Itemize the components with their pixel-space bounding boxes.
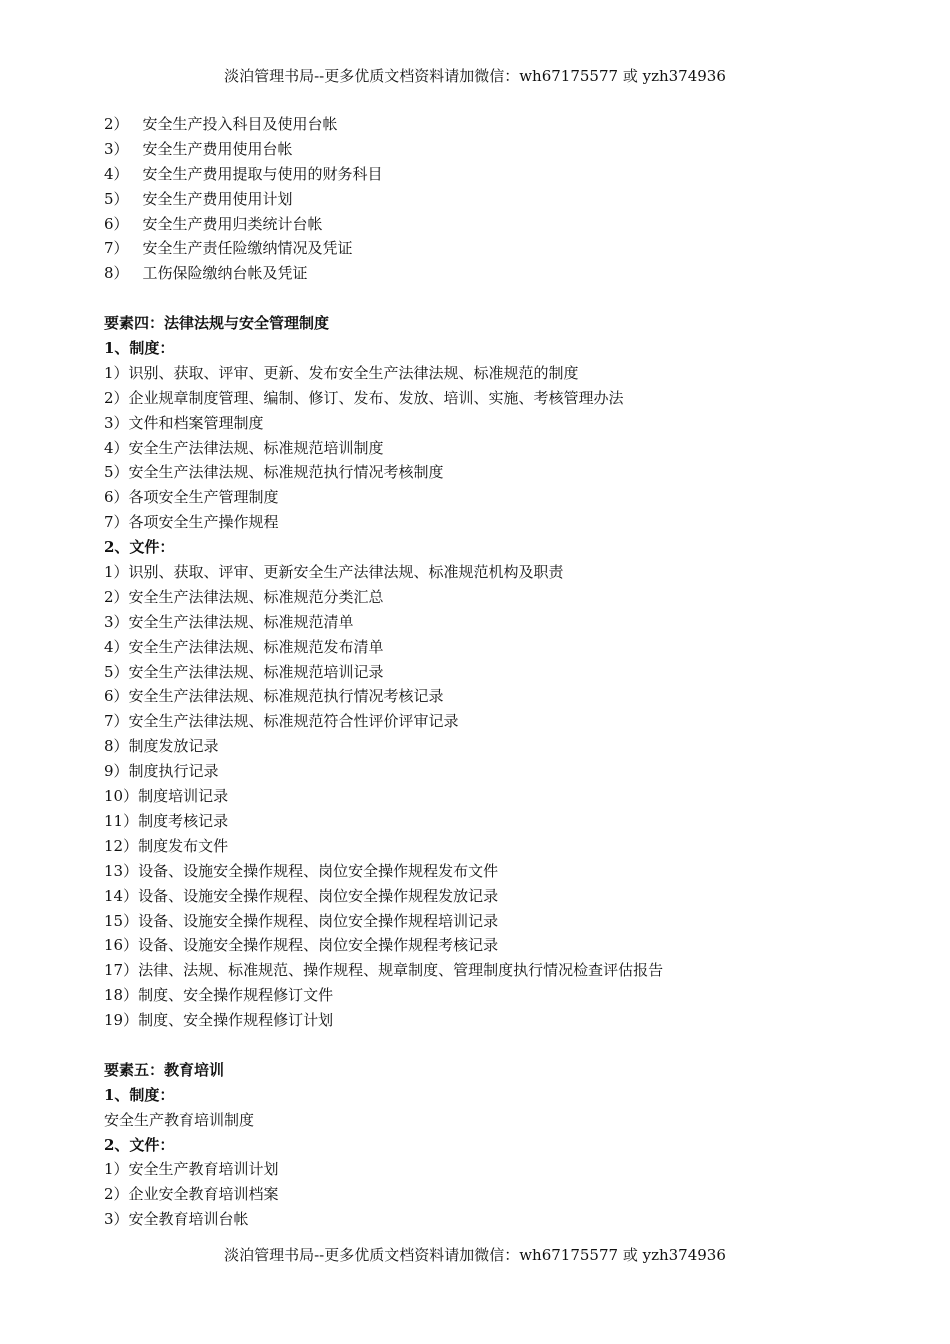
section3-tail-list: [104, 112, 864, 286]
list-item: [104, 162, 864, 187]
list-item: 14）设备、设施安全操作规程、岗位安全操作规程发放记录: [104, 886, 499, 905]
item-text: 安全生产投入科目及使用台帐: [142, 115, 338, 133]
section-title: 要素五：教育培训: [104, 1060, 225, 1079]
list-item: 1）识别、获取、评审、更新安全生产法律法规、标准规范机构及职责: [104, 563, 564, 582]
list-item: 6）各项安全生产管理制度: [104, 488, 279, 507]
document-body: [104, 112, 864, 1232]
list-item: 12）制度发布文件: [104, 836, 229, 855]
subsection-heading-files: 2、文件：: [104, 538, 175, 557]
item-text: 工伤保险缴纳台帐及凭证: [142, 264, 308, 283]
list-item: 安全生产教育培训制度: [104, 1110, 255, 1129]
item-text: 安全生产费用使用计划: [142, 189, 293, 208]
item-text: 安全生产责任险缴纳情况及凭证: [142, 239, 353, 258]
item-number: 5）: [104, 189, 129, 208]
list-item: 19）制度、安全操作规程修订计划: [104, 1011, 334, 1030]
list-item: 7）安全生产法律法规、标准规范符合性评价评审记录: [104, 712, 459, 731]
item-text: 安全生产费用归类统计台帐: [142, 214, 323, 233]
list-item: 15）设备、设施安全操作规程、岗位安全操作规程培训记录: [104, 911, 499, 930]
list-item: 1）安全生产教育培训计划: [104, 1160, 279, 1179]
list-item: [104, 236, 864, 261]
list-item: 13）设备、设施安全操作规程、岗位安全操作规程发布文件: [104, 861, 499, 880]
item-text: 安全生产费用提取与使用的财务科目: [142, 164, 383, 183]
item-number: 4）: [104, 164, 129, 183]
subsection-heading-systems: 1、制度：: [104, 1085, 175, 1104]
list-item: 2）企业规章制度管理、编制、修订、发布、发放、培训、实施、考核管理办法: [104, 388, 624, 407]
page-header: 淡泊管理书局--更多优质文档资料请加微信：wh67175577 或 yzh374936: [224, 67, 726, 85]
section-spacer: [104, 286, 864, 311]
section-title: 要素四：法律法规与安全管理制度: [104, 314, 330, 333]
page-footer: 淡泊管理书局--更多优质文档资料请加微信：wh67175577 或 yzh374936: [224, 1246, 726, 1264]
list-item: 1）识别、获取、评审、更新、发布安全生产法律法规、标准规范的制度: [104, 363, 579, 382]
section4: [104, 311, 864, 1033]
item-number: 2）: [104, 115, 129, 133]
list-item: 5）安全生产法律法规、标准规范培训记录: [104, 662, 384, 681]
list-item: [104, 137, 864, 162]
list-item: [104, 261, 864, 286]
list-item: 16）设备、设施安全操作规程、岗位安全操作规程考核记录: [104, 936, 499, 955]
list-item: 7）各项安全生产操作规程: [104, 513, 279, 532]
section-spacer: [104, 1033, 864, 1058]
item-number: 6）: [104, 214, 129, 233]
item-text: 安全生产费用使用台帐: [142, 139, 293, 158]
list-item: 9）制度执行记录: [104, 762, 219, 781]
list-item: 10）制度培训记录: [104, 787, 229, 806]
list-item: [104, 212, 864, 237]
list-item: 18）制度、安全操作规程修订文件: [104, 986, 334, 1005]
list-item: 6）安全生产法律法规、标准规范执行情况考核记录: [104, 687, 444, 706]
item-number: 7）: [104, 239, 129, 258]
list-item: 8）制度发放记录: [104, 737, 219, 756]
list-item: 4）安全生产法律法规、标准规范发布清单: [104, 637, 384, 656]
list-item: 11）制度考核记录: [104, 811, 229, 830]
list-item: 3）安全生产法律法规、标准规范清单: [104, 612, 354, 631]
subsection-heading-files: 2、文件：: [104, 1135, 175, 1154]
section5: [104, 1058, 864, 1232]
list-item: 17）法律、法规、标准规范、操作规程、规章制度、管理制度执行情况检查评估报告: [104, 961, 664, 980]
list-item: 4）安全生产法律法规、标准规范培训制度: [104, 438, 384, 457]
list-item: 3）文件和档案管理制度: [104, 413, 264, 432]
list-item: [104, 112, 864, 137]
list-item: 5）安全生产法律法规、标准规范执行情况考核制度: [104, 463, 444, 482]
subsection-heading-systems: 1、制度：: [104, 339, 175, 358]
list-item: [104, 187, 864, 212]
item-number: 8）: [104, 264, 129, 283]
list-item: 2）企业安全教育培训档案: [104, 1185, 279, 1204]
list-item: 2）安全生产法律法规、标准规范分类汇总: [104, 587, 384, 606]
item-number: 3）: [104, 139, 129, 158]
list-item: 3）安全教育培训台帐: [104, 1210, 249, 1229]
